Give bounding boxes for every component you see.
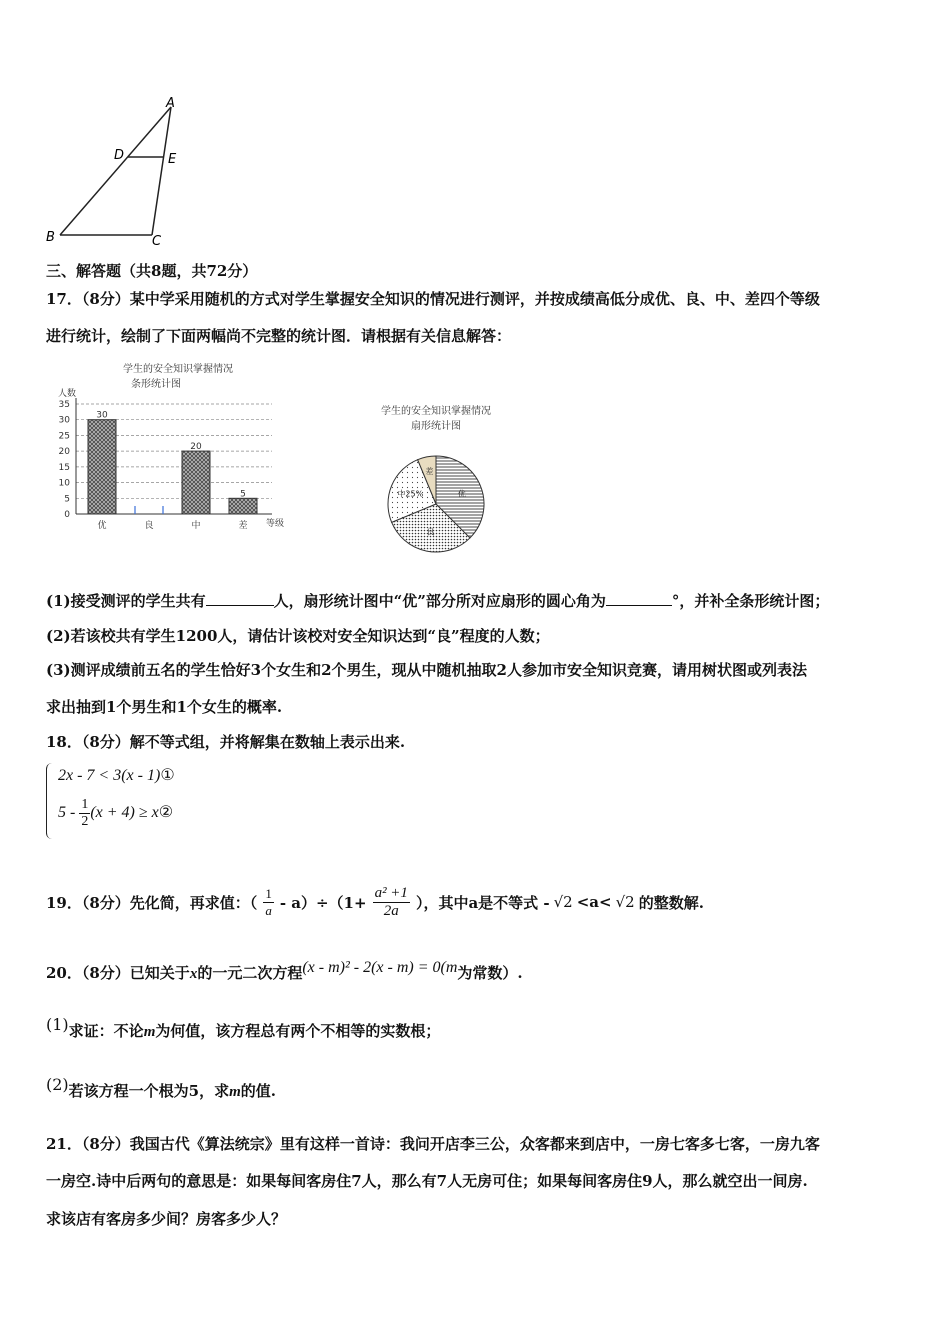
bar-chart-subtitle: 条形统计图 [131, 379, 181, 390]
pie-label: 中25% [397, 489, 424, 499]
q19-f1-den: a [265, 902, 272, 918]
y-tick-label: 25 [58, 431, 70, 442]
y-tick-label: 5 [64, 494, 70, 505]
q21-line3: 求该店有客房多少间？房客多少人？ [46, 1210, 287, 1228]
q18-brace [46, 763, 55, 839]
pie-label: 良 [426, 527, 435, 537]
bar-chart-ylabel: 人数 [58, 389, 77, 399]
q19-fraction-2 [373, 885, 410, 920]
x-tick-label: 良 [144, 521, 154, 531]
y-tick-label: 20 [58, 447, 70, 458]
q20-equation: (x - m)² - 2(x - m) = 0(m [302, 959, 458, 976]
q19-prefix: 19．（8分）先化简，再求值：（ [46, 893, 258, 912]
q20-prefix: 20．（8分）已知关于 [46, 964, 190, 982]
label-d: D [114, 148, 125, 163]
q20-sub2-mark: (2) [46, 1075, 69, 1094]
q20-sub1-text: 求证：不论 [68, 1022, 144, 1040]
y-tick-label: 0 [64, 510, 70, 520]
q17-sub2: (2)若该校共有学生1200人，请估计该校对安全知识达到“良”程度的人数； [46, 627, 550, 645]
q19-mid1: - a）÷（1+ [279, 893, 367, 912]
q17-sub1 [46, 590, 829, 611]
q19-sqrt-2: √2 [615, 893, 635, 911]
label-b: B [46, 230, 55, 245]
q21-line1: 21．（8分）我国古代《算法统宗》里有这样一首诗：我问开店李三公，众客都来到店中，一房七客多七客，一房九客 [46, 1135, 820, 1153]
q17-sub1-c: °，并补全条形统计图； [671, 592, 830, 610]
q17-line2: 进行统计，绘制了下面两幅尚不完整的统计图．请根据有关信息解答： [46, 327, 512, 345]
q17-sub3-line1: (3)测评成绩前五名的学生恰好3个女生和2个男生，现从中随机抽取2人参加市安全知识竞赛，请用树状图或列表法 [46, 661, 807, 679]
bar-差 [229, 498, 257, 514]
pie-label: 差 [425, 467, 434, 476]
y-tick-label: 35 [58, 400, 70, 410]
q19-f1-num: 1 [265, 885, 272, 901]
q20-sub1-rest: 为何值，该方程总有两个不相等的实数根； [155, 1022, 441, 1040]
q20-sub2-text: 若该方程一个根为5，求 [68, 1082, 230, 1100]
q20-sub2-rest: 的值. [240, 1082, 277, 1100]
section-header: 三、解答题（共8题，共72分） [46, 262, 258, 280]
q18-text: 18．（8分）解不等式组，并将解集在数轴上表示出来. [46, 733, 406, 751]
q19-fraction-1 [263, 886, 274, 919]
q20-var: x [189, 966, 198, 982]
bar-chart [56, 360, 296, 540]
q19-suffix: 的整数解. [638, 893, 704, 912]
y-tick-label: 10 [58, 478, 70, 489]
data-label: 5 [240, 489, 246, 500]
bar-chart-title: 学生的安全知识掌握情况 [123, 364, 233, 375]
q17-sub1-a: (1)接受测评的学生共有 [46, 592, 206, 610]
ineq2-expression: (x + 4) ≥ x [90, 804, 159, 822]
ineq1-mark: ① [160, 767, 175, 784]
pie-chart-subtitle: 扇形统计图 [411, 421, 461, 432]
q20-suffix: 为常数）. [457, 964, 523, 982]
answer-blank-total[interactable] [206, 593, 274, 606]
q17-sub1-b: 人，扇形统计图中“优”部分所对应扇形的圆心角为 [273, 592, 606, 610]
pie-label: 优 [457, 489, 466, 499]
label-a: A [166, 96, 175, 111]
q17-line1: 17．（8分）某中学采用随机的方式对学生掌握安全知识的情况进行测评，并按成绩高低分成优、良、中、差四个等级 [46, 290, 820, 308]
q20-sub1-mark: (1) [46, 1015, 69, 1034]
q19-f2-num: a² +1 [374, 884, 408, 901]
q20-sub1 [46, 1015, 441, 1041]
q19-mid3: <a< [576, 893, 612, 911]
bar-中 [182, 451, 210, 514]
q18-ineq2 [58, 797, 173, 830]
y-tick-label: 15 [58, 462, 70, 473]
q21-line2: 一房空.诗中后两句的意思是：如果每间客房住7人，那么有7人无房可住；如果每间客房住9人，那么就空出一间房. [46, 1172, 808, 1190]
pie-chart-title: 学生的安全知识掌握情况 [381, 406, 491, 417]
q20-sub2-var: m [229, 1084, 241, 1100]
ineq2-mark: ② [158, 804, 174, 822]
y-tick-label: 30 [58, 415, 70, 426]
q18-ineq1 [58, 765, 175, 785]
q19-mid2: ），其中a是不等式 - [415, 893, 550, 912]
label-c: C [152, 234, 162, 249]
q19-f2-den: 2a [383, 902, 399, 919]
pie-chart [360, 400, 560, 560]
ineq2-numerator: 1 [81, 797, 89, 812]
q19-sqrt-1: √2 [553, 893, 573, 911]
q20-sub2 [46, 1075, 277, 1101]
label-e: E [168, 152, 177, 167]
x-tick-label: 差 [238, 521, 248, 531]
bar-优 [88, 420, 116, 514]
x-tick-label: 优 [97, 521, 107, 531]
q20-mid: 的一元二次方程 [197, 964, 303, 982]
data-label: 30 [96, 410, 108, 421]
answer-blank-angle[interactable] [606, 593, 672, 606]
bar-chart-xlabel: 等级 [266, 519, 285, 529]
ineq1-expression: 2x - 7 < 3(x - 1) [58, 767, 161, 784]
triangle-figure [40, 95, 200, 255]
q17-sub3-line2: 求出抽到1个男生和1个女生的概率. [46, 698, 283, 716]
q19-text [46, 872, 704, 932]
data-label: 20 [190, 442, 202, 453]
q20-sub1-var: m [143, 1024, 156, 1040]
q20-text [46, 959, 523, 983]
x-tick-label: 中 [191, 521, 201, 531]
ineq2-fraction [79, 797, 90, 830]
ineq2-prefix: 5 - [58, 804, 76, 822]
ineq2-denominator: 2 [81, 814, 89, 829]
